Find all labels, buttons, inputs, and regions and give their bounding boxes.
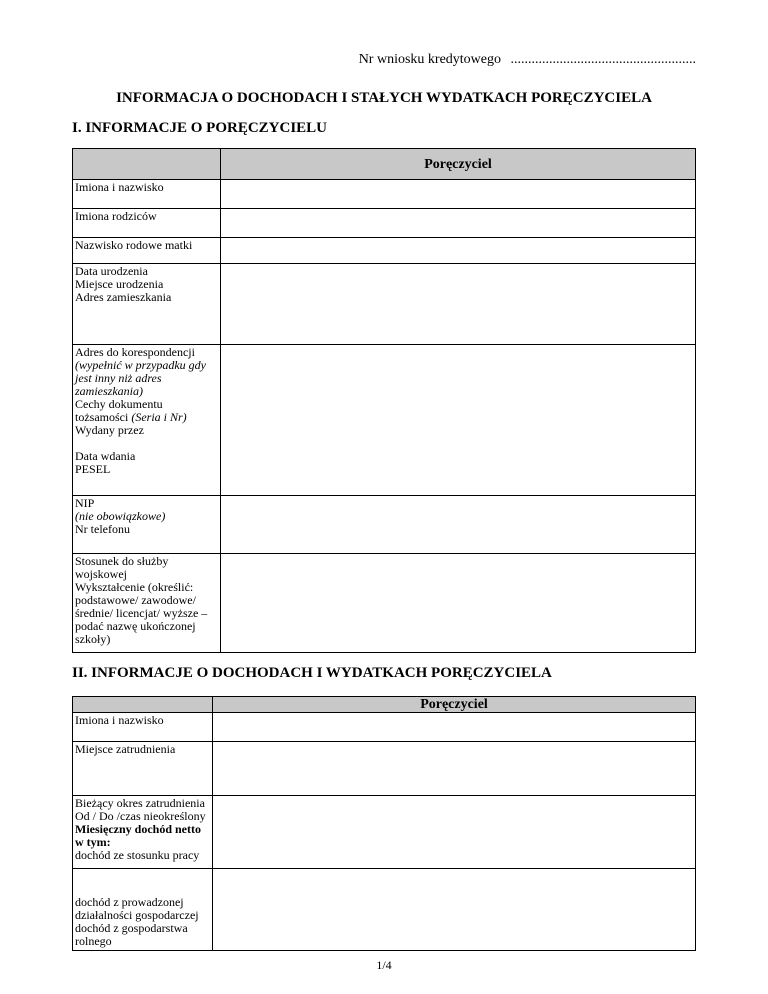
- section1-title: I. INFORMACJE O PORĘCZYCIELU: [72, 120, 328, 136]
- section1-column-header: Poręczyciel: [221, 149, 696, 180]
- input-full-name[interactable]: [221, 180, 696, 209]
- label-parents-names: Imiona rodziców: [73, 209, 221, 238]
- section2-title: II. INFORMACJE O DOCHODACH I WYDATKACH PORĘCZYCIELA: [72, 665, 552, 681]
- section1-table: [72, 148, 696, 653]
- table-row: [73, 345, 696, 496]
- table-row: [73, 209, 696, 238]
- table-row: [73, 869, 696, 951]
- label-business-farm-income: dochód z prowadzonej działalności gospodarczej dochód z gospodarstwa rolnego: [73, 869, 213, 951]
- section1-header-row: [73, 149, 696, 180]
- label-full-name: Imiona i nazwisko: [73, 180, 221, 209]
- label-full-name-2: Imiona i nazwisko: [73, 713, 213, 742]
- input-nip-phone[interactable]: [221, 496, 696, 554]
- header-empty-cell: [73, 149, 221, 180]
- table-row: [73, 742, 696, 796]
- label-mother-maiden-name: Nazwisko rodowe matki: [73, 238, 221, 264]
- input-correspondence-id[interactable]: [221, 345, 696, 496]
- label-employment-income: Bieżący okres zatrudnienia Od / Do /czas nieokreślony Miesięczny dochód netto w tym: dochód ze stosunku pracy: [73, 796, 213, 869]
- table-row: [73, 180, 696, 209]
- label-birth-address: Data urodzenia Miejsce urodzenia Adres zamieszkania: [73, 264, 221, 345]
- input-workplace[interactable]: [213, 742, 696, 796]
- table-row: [73, 796, 696, 869]
- table-row: [73, 238, 696, 264]
- input-birth-address[interactable]: [221, 264, 696, 345]
- input-parents-names[interactable]: [221, 209, 696, 238]
- table-row: [73, 496, 696, 554]
- table-row: [73, 554, 696, 653]
- label-workplace: Miejsce zatrudnienia: [73, 742, 213, 796]
- document-title: INFORMACJA O DOCHODACH I STAŁYCH WYDATKACH PORĘCZYCIELA: [116, 90, 652, 106]
- label-nip-phone: NIP (nie obowiązkowe) Nr telefonu: [73, 496, 221, 554]
- application-number: [359, 52, 696, 68]
- application-number-label: Nr wniosku kredytowego: [358, 52, 501, 67]
- page-number: 1/4: [376, 958, 392, 972]
- input-business-farm-income[interactable]: [213, 869, 696, 951]
- section2-table: [72, 696, 696, 951]
- section2-column-header: Poręczyciel: [213, 697, 696, 713]
- table-row: [73, 264, 696, 345]
- label-correspondence-id: Adres do korespondencji (wypełnić w przypadku gdy jest inny niż adres zamieszkania) Cechy dokumentu tożsamości (Seria i Nr) Wydany przez Data wdania PESEL: [73, 345, 221, 496]
- input-mother-maiden-name[interactable]: [221, 238, 696, 264]
- input-full-name-2[interactable]: [213, 713, 696, 742]
- input-military-education[interactable]: [221, 554, 696, 653]
- application-number-field[interactable]: .....................................................: [510, 52, 696, 67]
- section2-header-row: [73, 697, 696, 713]
- header-empty-cell: [73, 697, 213, 713]
- input-employment-income[interactable]: [213, 796, 696, 869]
- label-military-education: Stosunek do służby wojskowej Wykształcenie (określić: podstawowe/ zawodowe/ średnie/ licencjat/ wyższe – podać nazwę ukończonej szkoły): [73, 554, 221, 653]
- table-row: [73, 713, 696, 742]
